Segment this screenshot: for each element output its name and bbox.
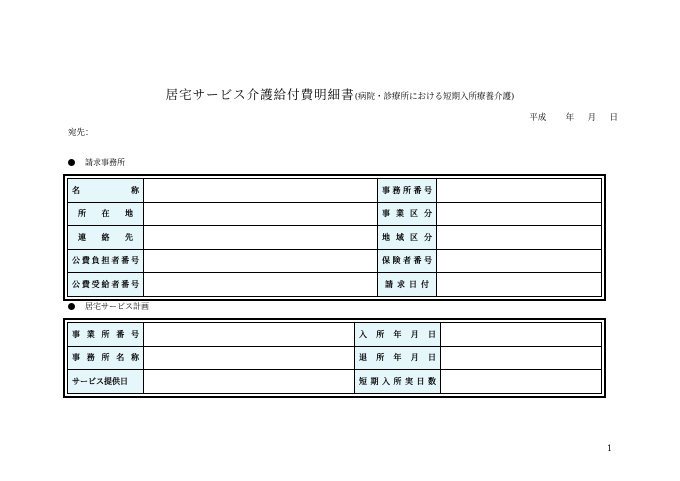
short-stay-days-field[interactable] <box>441 370 602 394</box>
row-label: 公費受給者番号 <box>68 273 144 297</box>
office-name-field[interactable] <box>144 346 355 370</box>
date-day: 日 <box>609 113 618 123</box>
row-label: 連 絡 先 <box>68 226 144 250</box>
row-label: 保険者番号 <box>378 249 437 273</box>
service-date-field[interactable] <box>144 370 355 394</box>
name-field[interactable] <box>144 179 378 203</box>
business-category-field[interactable] <box>437 202 602 226</box>
table-row <box>68 273 602 297</box>
care-plan-table <box>67 322 602 394</box>
office-number-field[interactable] <box>437 179 602 203</box>
contact-field[interactable] <box>144 226 378 250</box>
bullet-icon <box>68 159 75 166</box>
row-label: サービス提供日 <box>68 370 144 394</box>
row-label: 請求日付 <box>378 273 437 297</box>
row-label: 退所年月日 <box>355 346 441 370</box>
section-heading-label: 居宅サービス計画 <box>85 302 149 311</box>
region-category-field[interactable] <box>437 226 602 250</box>
row-label: 短期入所実日数 <box>355 370 441 394</box>
date-era: 平成 <box>529 113 547 123</box>
document-title <box>0 84 680 103</box>
date-year: 年 <box>565 113 575 123</box>
row-label: 事務所番号 <box>378 179 437 203</box>
row-label: 事務所名称 <box>68 346 144 370</box>
recipient-label: 宛先： <box>68 128 94 138</box>
table-row <box>68 226 602 250</box>
care-plan-box <box>63 318 606 398</box>
title-main: 居宅サービス介護給付費明細書 <box>165 87 355 102</box>
table-row <box>68 346 602 370</box>
section-heading-care-plan <box>68 301 149 312</box>
public-recipient-number-field[interactable] <box>144 273 378 297</box>
billing-date-field[interactable] <box>437 273 602 297</box>
row-label: 事業区分 <box>378 202 437 226</box>
public-payer-number-field[interactable] <box>144 249 378 273</box>
date-line <box>529 111 618 123</box>
row-label: 事業所番号 <box>68 323 144 347</box>
row-label: 公費負担者番号 <box>68 249 144 273</box>
billing-office-table <box>67 178 602 297</box>
admission-date-field[interactable] <box>441 323 602 347</box>
discharge-date-field[interactable] <box>441 346 602 370</box>
business-number-field[interactable] <box>144 323 355 347</box>
billing-office-box <box>63 174 606 301</box>
address-field[interactable] <box>144 202 378 226</box>
table-row <box>68 179 602 203</box>
row-label: 名 称 <box>68 179 144 203</box>
insurer-number-field[interactable] <box>437 249 602 273</box>
table-row <box>68 323 602 347</box>
row-label: 入所年月日 <box>355 323 441 347</box>
date-month: 月 <box>587 113 597 123</box>
table-row <box>68 370 602 394</box>
table-row <box>68 202 602 226</box>
title-sub: (病院・診療所における短期入所療養介護) <box>354 92 515 102</box>
page-number: 1 <box>607 444 613 453</box>
bullet-icon <box>68 303 75 310</box>
section-heading-billing-office <box>68 157 125 168</box>
table-row <box>68 249 602 273</box>
section-heading-label: 請求事務所 <box>85 158 125 167</box>
row-label: 所 在 地 <box>68 202 144 226</box>
row-label: 地域区分 <box>378 226 437 250</box>
